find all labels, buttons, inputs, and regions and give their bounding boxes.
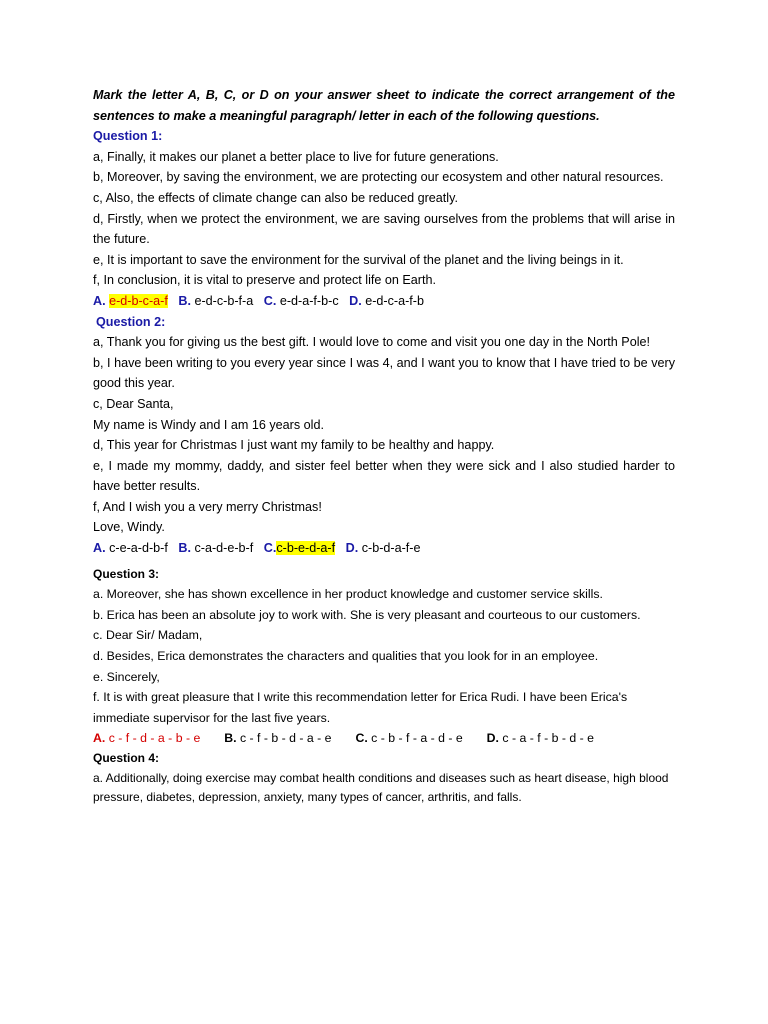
q1-sentence-f: f, In conclusion, it is vital to preserve and protect life on Earth. bbox=[93, 273, 437, 288]
q1-option-c-value: e-d-a-f-b-c bbox=[279, 293, 339, 308]
q2-sentence-d: d, This year for Christmas I just want my family to be healthy and happy. bbox=[93, 438, 495, 453]
q2-option-c-label: C. bbox=[263, 541, 277, 556]
q1-option-d-value: e-d-c-a-f-b bbox=[365, 293, 424, 308]
q1-sentence-b: b, Moreover, by saving the environment, we are protecting our ecosystem and other natural resources. bbox=[93, 170, 664, 185]
q3-sentence-d: d. Besides, Erica demonstrates the characters and qualities that you look for in an employee. bbox=[93, 649, 599, 664]
q3-option-c-label: C. bbox=[355, 731, 368, 746]
question-4-title: Question 4: bbox=[93, 751, 160, 765]
instruction-text: Mark the letter A, B, C, or D on your answer sheet to indicate the correct arrangement of the sentences to make a meaningful paragraph/ letter in each of the following questions. bbox=[93, 88, 675, 123]
q2-options bbox=[93, 538, 675, 559]
q4-sentence-a: a. Additionally, doing exercise may combat health conditions and diseases such as heart disease, high blood pressure, diabetes, depression, anxiety, many types of cancer, arthritis, and falls. bbox=[93, 770, 669, 804]
question-2-title: Question 2: bbox=[96, 314, 166, 329]
q1-sentence-d: d, Firstly, when we protect the environment, we are saving ourselves from the problems that will arise in the future. bbox=[93, 211, 675, 247]
q3-option-b-label: B. bbox=[224, 731, 237, 746]
q3-sentence-a: a. Moreover, she has shown excellence in her product knowledge and customer service skills. bbox=[93, 587, 603, 602]
q1-option-b-label: B. bbox=[178, 293, 191, 308]
q3-option-d-label: D. bbox=[486, 731, 499, 746]
q3-sentence-c: c. Dear Sir/ Madam, bbox=[93, 628, 203, 643]
q2-option-c-value: c-b-e-d-a-f bbox=[276, 541, 336, 556]
q1-option-b-value: e-d-c-b-f-a bbox=[194, 293, 254, 308]
q1-option-d-label: D. bbox=[349, 293, 362, 308]
q3-option-d-value: c - a - f - b - d - e bbox=[502, 731, 594, 746]
document-page bbox=[93, 85, 675, 808]
q1-option-a-label: A. bbox=[93, 293, 106, 308]
q3-sentence-f: f. It is with great pleasure that I write this recommendation letter for Erica Rudi. I have been Erica's immediate supervisor for the last five years. bbox=[93, 690, 628, 725]
q3-options bbox=[93, 728, 675, 749]
q1-option-c-label: C. bbox=[263, 293, 277, 308]
q3-sentence-e: e. Sincerely, bbox=[93, 669, 160, 684]
q1-sentence-a: a, Finally, it makes our planet a better place to live for future generations. bbox=[93, 149, 499, 164]
q3-sentence-b: b. Erica has been an absolute joy to work with. She is very pleasant and courteous to our customers. bbox=[93, 607, 641, 622]
q1-sentence-e: e, It is important to save the environment for the survival of the planet and the living beings in it. bbox=[93, 252, 624, 267]
q2-option-d-label: D. bbox=[345, 541, 359, 556]
q3-option-a-label: A. bbox=[93, 731, 106, 746]
q2-sentence-b: b, I have been writing to you every year since I was 4, and I want you to know that I have tried to be very good this year. bbox=[93, 355, 675, 391]
q2-sentence-c: c, Dear Santa, bbox=[93, 396, 174, 411]
q2-signature: Love, Windy. bbox=[93, 520, 165, 535]
q2-option-a-value: c-e-a-d-b-f bbox=[109, 541, 168, 556]
q2-sentence-c-cont: My name is Windy and I am 16 years old. bbox=[93, 417, 324, 432]
q2-option-a-label: A. bbox=[93, 541, 106, 556]
q1-option-a-value: e-d-b-c-a-f bbox=[109, 293, 168, 308]
question-1-title: Question 1: bbox=[93, 129, 163, 144]
q2-sentence-e: e, I made my mommy, daddy, and sister feel better when they were sick and I also studied harder to have better results. bbox=[93, 458, 675, 494]
q2-option-b-label: B. bbox=[178, 541, 191, 556]
q2-option-d-value: c-b-d-a-f-e bbox=[361, 541, 421, 556]
q3-option-b-value: c - f - b - d - a - e bbox=[239, 731, 332, 746]
q2-sentence-f: f, And I wish you a very merry Christmas! bbox=[93, 499, 322, 514]
q2-option-b-value: c-a-d-e-b-f bbox=[194, 541, 254, 556]
question-3-title: Question 3: bbox=[93, 566, 160, 581]
q2-sentence-a: a, Thank you for giving us the best gift. I would love to come and visit you one day in the North Pole! bbox=[93, 335, 651, 350]
q3-option-a-value: c - f - d - a - b - e bbox=[108, 731, 201, 746]
q1-sentence-c: c, Also, the effects of climate change can also be reduced greatly. bbox=[93, 190, 458, 205]
q3-option-c-value: c - b - f - a - d - e bbox=[371, 731, 463, 746]
q1-options bbox=[93, 291, 675, 312]
